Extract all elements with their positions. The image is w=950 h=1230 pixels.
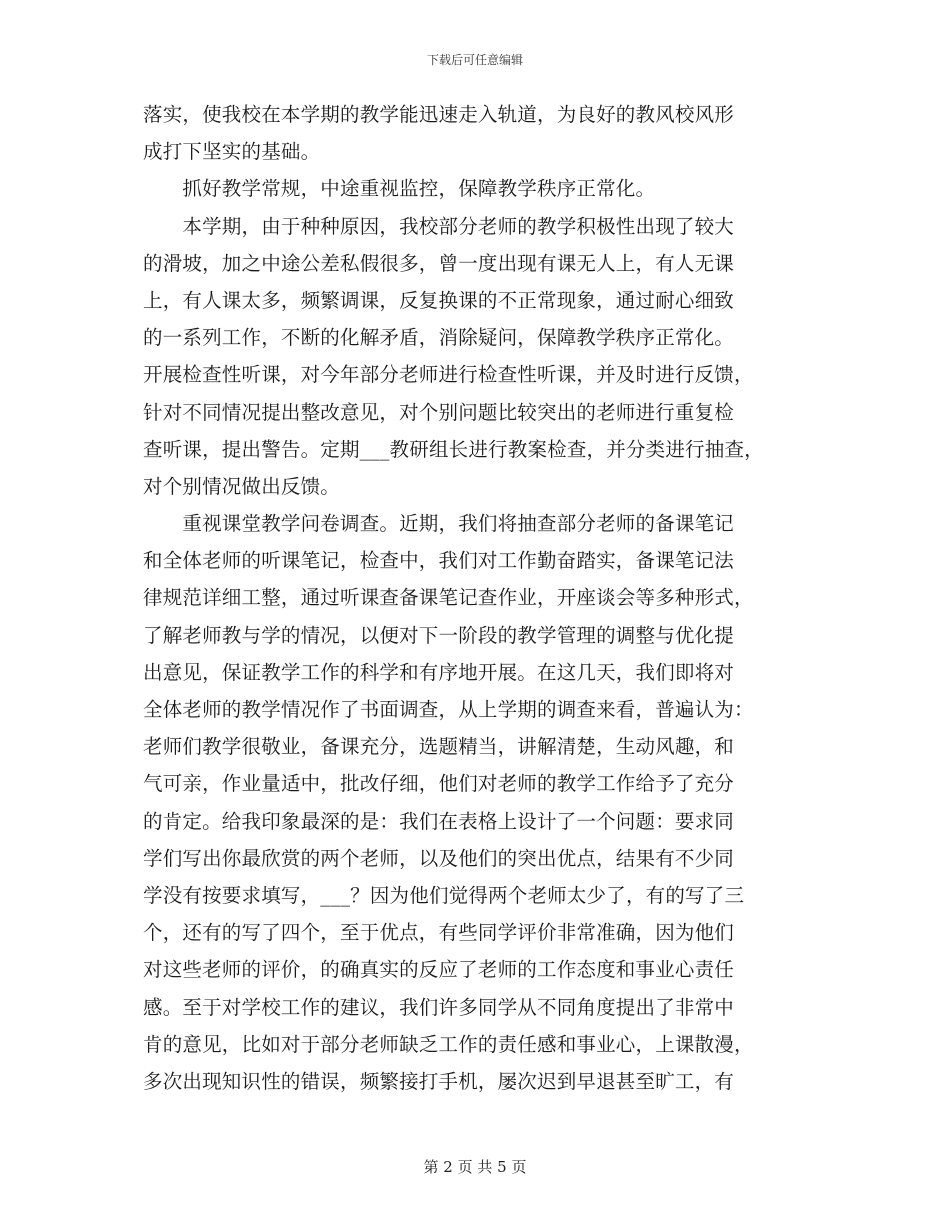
text-line: 落实，使我校在本学期的教学能迅速走入轨道，为良好的教风校风形: [143, 103, 735, 126]
document-body: [143, 96, 823, 1100]
text-line: 的一系列工作，不断的化解矛盾，消除疑问，保障教学秩序正常化。: [143, 326, 735, 350]
text-line: 多次出现知识性的错误，频繁接打手机，屡次迟到早退甚至旷工，有: [143, 1069, 735, 1093]
text-line: 重视课堂教学问卷调查。近期，我们将抽查部分老师的备课笔记: [143, 512, 735, 536]
text-line: 出意见，保证教学工作的科学和有序地开展。在这几天，我们即将对: [143, 660, 735, 684]
text-line: 对这些老师的评价，的确真实的反应了老师的工作态度和事业心责任: [143, 958, 735, 982]
text-line: 了解老师教与学的情况，以便对下一阶段的教学管理的调整与优化提: [143, 623, 735, 647]
text-line: 的滑坡，加之中途公差私假很多，曾一度出现有课无人上，有人无课: [143, 251, 735, 275]
text-line: 针对不同情况提出整改意见，对个别问题比较突出的老师进行重复检: [143, 400, 735, 424]
text-line: 开展检查性听课，对今年部分老师进行检查性听课，并及时进行反馈，: [143, 363, 754, 387]
text-line: 全体老师的教学情况作了书面调查，从上学期的调查来看，普遍认为：: [143, 698, 754, 721]
text-line: 个，还有的写了四个，至于优点，有些同学评价非常准确，因为他们: [143, 921, 735, 945]
text-line: 上，有人课太多，频繁调课，反复换课的不正常现象，通过耐心细致: [143, 288, 735, 312]
text-line: 律规范详细工整，通过听课查备课笔记查作业，开座谈会等多种形式，: [143, 586, 754, 610]
text-line: 对个别情况做出反馈。: [143, 474, 341, 498]
page-header-note: 下载后可任意编辑: [426, 53, 523, 67]
text-line: 气可亲，作业量适中，批改仔细，他们对老师的教学工作给予了充分: [143, 772, 735, 796]
page-number-footer: 第 2 页 共 5 页: [423, 1158, 527, 1176]
text-line: 本学期，由于种种原因，我校部分老师的教学积极性出现了较大: [143, 214, 735, 238]
text-line: 成打下坚实的基础。: [143, 140, 321, 164]
text-line: 查听课，提出警告。定期___教研组长进行教案检查，并分类进行抽查，: [143, 437, 764, 461]
text-line: 学没有按要求填写，___？因为他们觉得两个老师太少了，有的写了三: [143, 883, 745, 907]
text-line: 感。至于对学校工作的建议，我们许多同学从不同角度提出了非常中: [143, 995, 735, 1019]
text-line: 和全体老师的听课笔记，检查中，我们对工作勤奋踏实，备课笔记法: [143, 549, 735, 573]
text-line: 肯的意见，比如对于部分老师缺乏工作的责任感和事业心，上课散漫，: [143, 1032, 754, 1056]
text-line: 抓好教学常规，中途重视监控，保障教学秩序正常化。: [143, 177, 656, 201]
text-line: 的肯定。给我印象最深的是：我们在表格上设计了一个问题：要求同: [143, 809, 735, 833]
text-line: 学们写出你最欣赏的两个老师，以及他们的突出优点，结果有不少同: [143, 846, 735, 870]
text-line: 老师们教学很敬业，备课充分，选题精当，讲解清楚，生动风趣，和: [143, 735, 735, 759]
